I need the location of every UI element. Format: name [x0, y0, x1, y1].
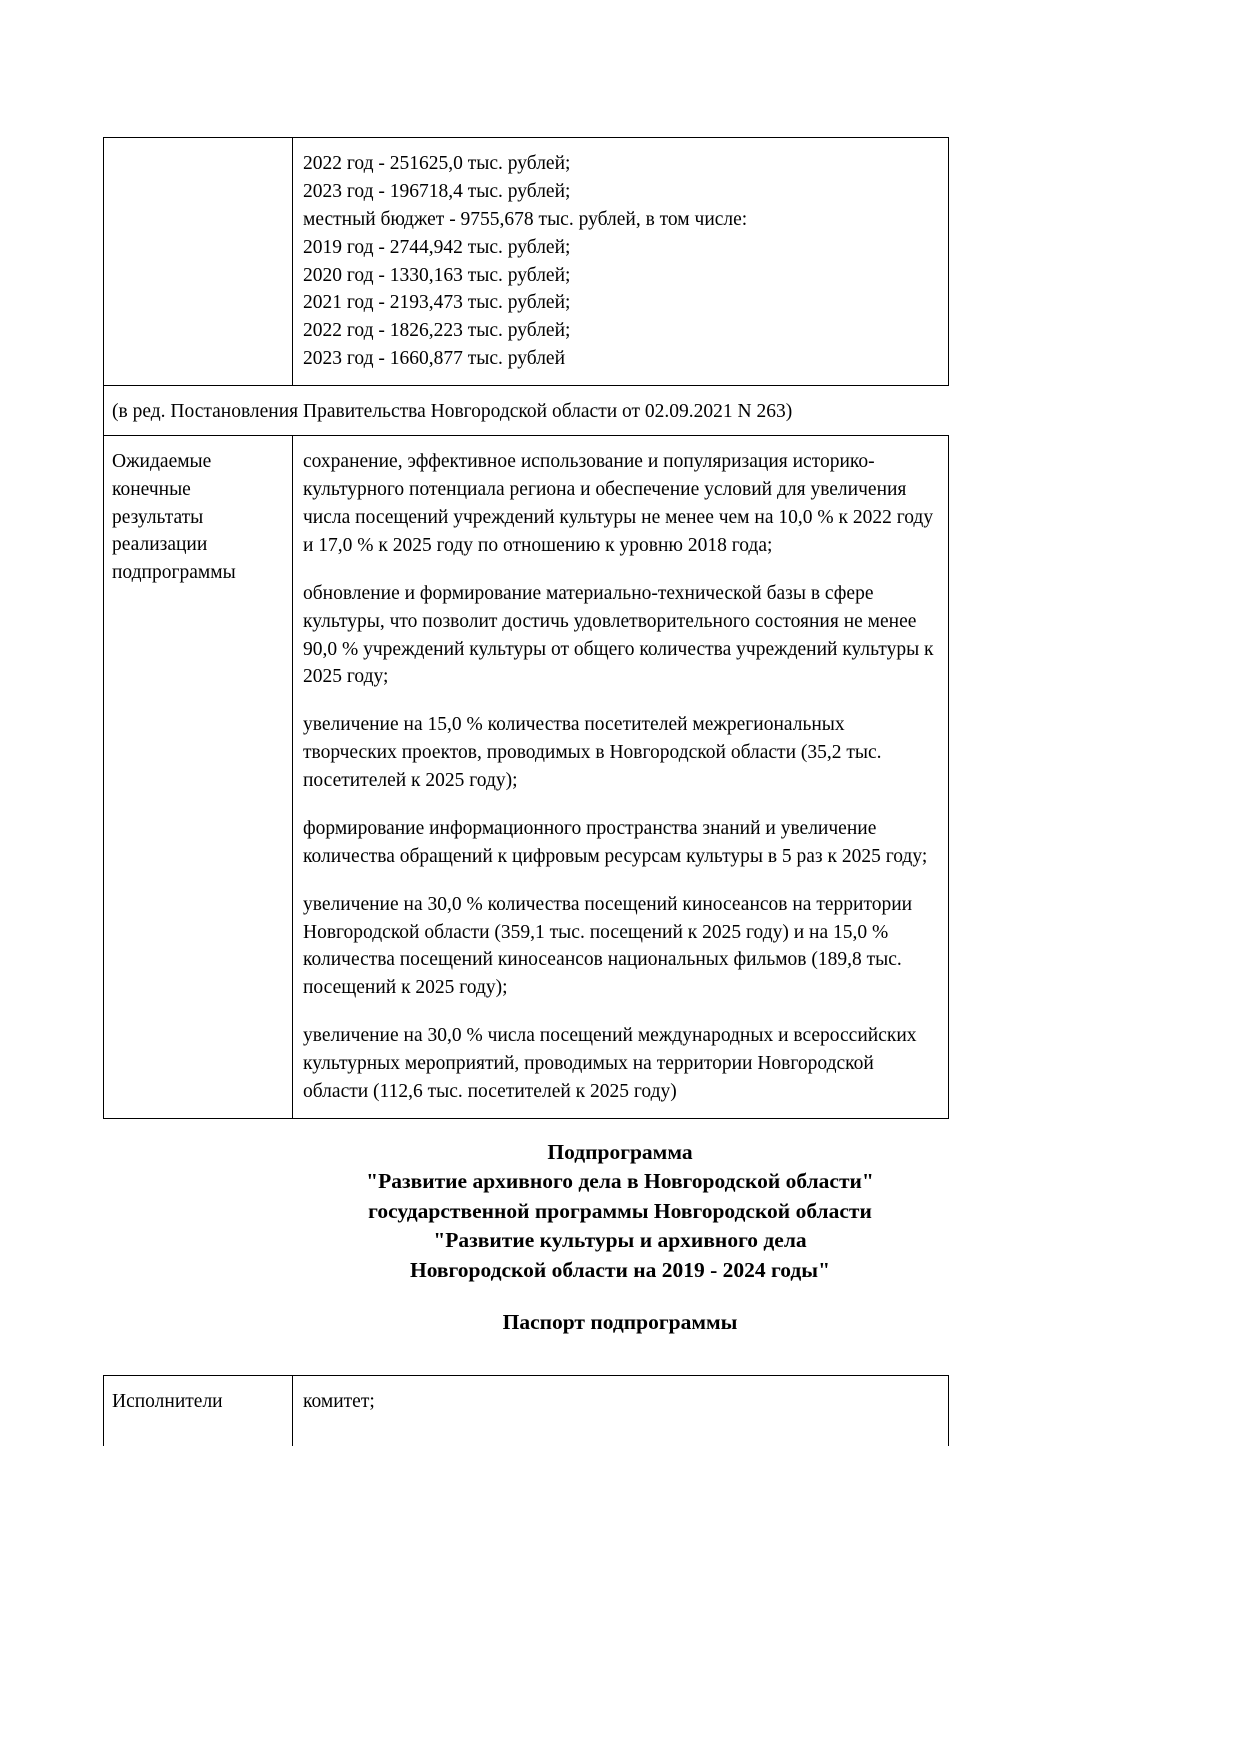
funding-body-cell — [293, 138, 949, 386]
editorial-note: (в ред. Постановления Правительства Новгородской области от 02.09.2021 N 263) — [112, 401, 793, 422]
heading-line-3: государственной программы Новгородской области — [368, 1198, 872, 1223]
executors-label-cell — [104, 1376, 293, 1447]
funding-line: 2020 год - 1330,163 тыс. рублей; — [303, 264, 571, 286]
result-paragraph: увеличение на 30,0 % количества посещений киносеансов на территории Новгородской области (359,1 тыс. посещений к 2025 году) и на 15,0 % количества посещений киносеансов национальных фильмов (189,8 тыс. посещений к 2025 году); — [303, 893, 913, 999]
results-label: Ожидаемые конечные результаты реализации подпрограммы — [112, 451, 236, 584]
funding-label — [104, 138, 292, 160]
funding-line: 2023 год - 196718,4 тыс. рублей; — [303, 180, 571, 202]
results-body-cell — [293, 436, 949, 1119]
funding-line: 2022 год - 251625,0 тыс. рублей; — [303, 153, 571, 174]
funding-label-cell — [104, 138, 293, 386]
result-paragraph: сохранение, эффективное использование и популяризация историко-культурного потенциала региона и обеспечение условий для увеличения числа посещений учреждений культуры не менее чем на 10,0 % к 2022 году и 17,0 % к 2025 году по отношению к уровню 2018 года; — [303, 451, 934, 556]
result-paragraph: увеличение на 15,0 % количества посетителей межрегиональных творческих проектов, проводимых в Новгородской области (35,2 тыс. посетителей к 2025 году); — [303, 714, 882, 792]
passport-heading: Паспорт подпрограммы — [502, 1310, 738, 1334]
table-row — [104, 1376, 949, 1447]
funding-line: 2021 год - 2193,473 тыс. рублей; — [303, 292, 571, 314]
heading-line-2: "Развитие архивного дела в Новгородской области" — [366, 1169, 874, 1194]
executors-value: комитет; — [303, 1391, 375, 1412]
table-row-editorial-note — [104, 386, 949, 436]
table-row-funding — [104, 138, 949, 386]
subprogram-heading — [0, 1138, 1240, 1285]
result-paragraph: формирование информационного пространства знаний и увеличение количества обращений к цифровым ресурсам культуры в 5 раз к 2025 году; — [303, 817, 928, 867]
funding-line: 2023 год - 1660,877 тыс. рублей — [303, 348, 566, 370]
passport-table — [103, 1375, 949, 1446]
executors-value-cell — [293, 1376, 949, 1447]
table-row-expected-results — [104, 436, 949, 1119]
program-passport-table — [103, 137, 949, 1119]
funding-lines — [293, 138, 948, 385]
results-paragraphs — [293, 436, 948, 1118]
heading-line-5: Новгородской области на 2019 - 2024 годы" — [409, 1257, 831, 1282]
result-paragraph: обновление и формирование материально-технической базы в сфере культуры, что позволит достичь удовлетворительного состояния не менее 90,0 % учреждений культуры от общего количества учреждений культуры к 2025 году; — [303, 582, 934, 688]
funding-line: 2022 год - 1826,223 тыс. рублей; — [303, 320, 571, 342]
executors-label: Исполнители — [112, 1391, 223, 1412]
heading-line-1: Подпрограмма — [547, 1140, 693, 1164]
result-paragraph: увеличение на 30,0 % числа посещений международных и всероссийских культурных мероприятий, проводимых на территории Новгородской области (112,6 тыс. посетителей к 2025 году) — [303, 1025, 917, 1102]
editorial-note-cell — [104, 386, 949, 436]
funding-line: 2019 год - 2744,942 тыс. рублей; — [303, 236, 571, 258]
funding-line: местный бюджет - 9755,678 тыс. рублей, в том числе: — [303, 208, 748, 230]
results-label-cell — [104, 436, 293, 1119]
heading-line-4: "Развитие культуры и архивного дела — [433, 1228, 807, 1253]
